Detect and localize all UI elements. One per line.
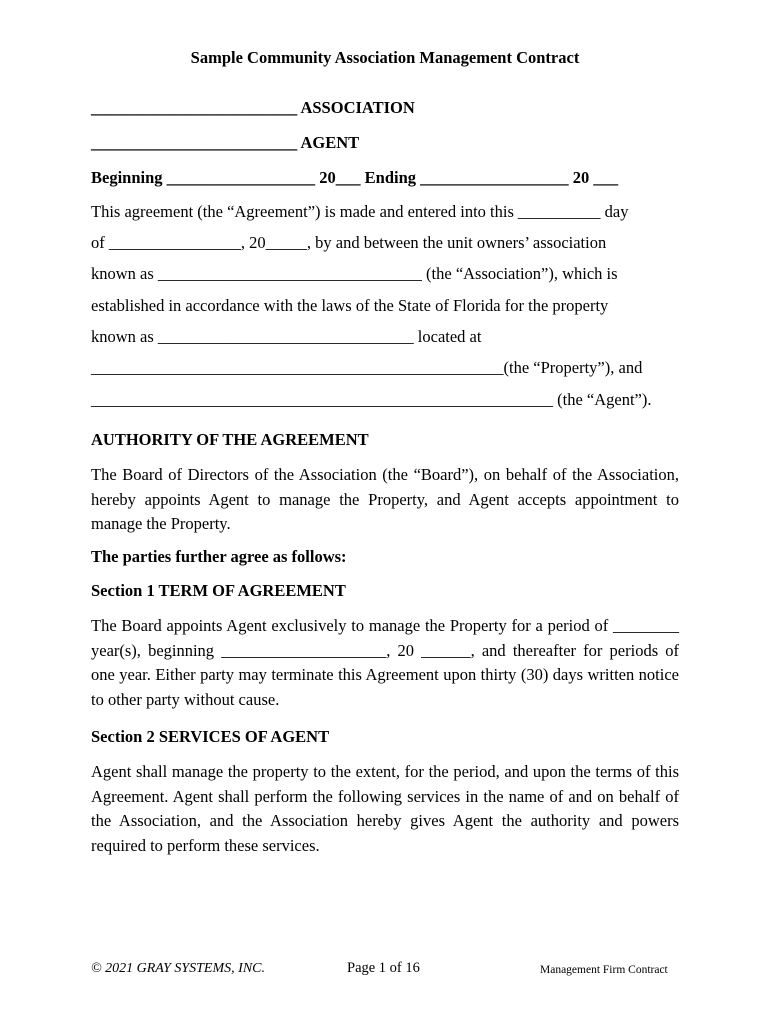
term-line: Beginning __________________ 20___ Ending __________________ 20 ___ xyxy=(91,168,619,187)
intro-line-1: This agreement (the “Agreement”) is made and entered into this __________ day xyxy=(91,202,629,221)
association-line: _________________________ ASSOCIATION xyxy=(91,98,415,117)
agent-line: _________________________ AGENT xyxy=(91,133,360,152)
intro-line-6: __________________________________________________(the “Property”), and xyxy=(91,358,643,377)
intro-line-3: known as ________________________________ (the “Association”), which is xyxy=(91,264,618,283)
authority-paragraph: The Board of Directors of the Association (the “Board”), on behalf of the Association, hereby appoints Agent to manage the Property, and Agent accepts appointment to manage the Property. xyxy=(91,465,679,533)
footer-copyright: © 2021 GRAY SYSTEMS, INC. xyxy=(91,961,265,976)
section2-paragraph: Agent shall manage the property to the extent, for the period, and upon the terms of this Agreement. Agent shall perform the following services in the name of and on behalf of the Association, and the Association hereby gives Agent the authority and powers required to perform these services. xyxy=(91,762,679,855)
intro-line-2: of ________________, 20_____, by and between the unit owners’ association xyxy=(91,233,607,252)
section2-heading: Section 2 SERVICES OF AGENT xyxy=(91,727,330,746)
intro-line-7: ________________________________________________________ (the “Agent”). xyxy=(91,390,652,409)
document-title: Sample Community Association Management Contract xyxy=(190,48,580,67)
intro-line-4: established in accordance with the laws of the State of Florida for the property xyxy=(91,296,609,315)
parties-heading: The parties further agree as follows: xyxy=(91,547,347,566)
intro-line-5: known as _______________________________ located at xyxy=(91,327,482,346)
section1-heading: Section 1 TERM OF AGREEMENT xyxy=(91,581,346,600)
footer-page-number: Page 1 of 16 xyxy=(347,960,420,976)
authority-heading: AUTHORITY OF THE AGREEMENT xyxy=(91,430,369,449)
section1-paragraph: The Board appoints Agent exclusively to manage the Property for a period of ________ year(s), beginning ____________________, 20 ______, and thereafter for periods of one year. Either party may terminate this Agreement upon thirty (30) days written notice to other party without cause. xyxy=(91,616,679,709)
footer-document-name: Management Firm Contract xyxy=(540,964,668,976)
